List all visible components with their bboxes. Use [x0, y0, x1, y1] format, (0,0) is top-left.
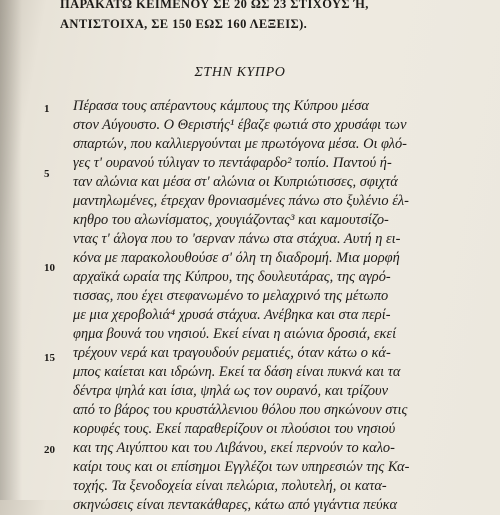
text-line: κηθρο του αλωνίσματος, χουγιάζοντας³ και καμουτσίζο-: [73, 212, 389, 228]
passage-title: ΣΤΗΝ ΚΥΠΡΟ: [194, 65, 286, 80]
text-line: φημα βουνά του νησιού. Εκεί είναι η αιώνια δροσιά, εκεί: [73, 326, 397, 342]
text-line: τισσας, που έχει στεφανωμένο το μελαχρινό της μέτωπο: [73, 288, 389, 304]
line-number: 15: [44, 352, 55, 364]
text-line: ταν αλώνια και μέσα στ' αλώνια οι Κυπριώτισσες, σφιχτά: [73, 174, 398, 190]
text-line: κορυφές τους. Εκεί παραθερίζουν οι πλούσιοι του νησιού: [73, 421, 396, 437]
instruction-line: ΑΝΤΙΣΤΟΙΧΑ, ΣΕ 150 ΕΩΣ 160 ΛΕΞΕΙΣ).: [60, 17, 308, 31]
text-line: μπος καίεται και ιδρώνη. Εκεί τα δάση είναι πυκνά και τα: [73, 364, 401, 380]
text-line: γες τ' ουρανού τύλιγαν το πεντάφαρδο² τοπίο. Παντού ή-: [73, 155, 392, 171]
text-line: τρέχουν νερά και τραγουδούν ρεματιές, όταν κάτω ο κά-: [73, 345, 391, 361]
text-line: ντας τ' άλογα που το 'σερναν πάνω στα στάχυα. Αυτή η ει-: [73, 231, 401, 247]
text-line: αρχαϊκά ωραία της Κύπρου, της δουλευτάρας, της αγρό-: [73, 269, 391, 285]
text-line: Πέρασα τους απέραντους κάμπους της Κύπρου μέσα: [73, 98, 369, 114]
text-line: με μια χεροβολιά⁴ χρυσά στάχυα. Ανέβηκα και στα περί-: [73, 307, 391, 323]
text-line: δέντρα ψηλά και ίσια, ψηλά ως τον ουρανό, και τρίζουν: [73, 383, 389, 399]
line-number: 5: [44, 168, 50, 180]
instruction-line: ΠΑΡΑΚΑΤΩ ΚΕΙΜΕΝΟΥ ΣΕ 20 ΩΣ 23 ΣΤΙΧΟΥΣ Ή,: [60, 0, 369, 11]
text-line: σπαρτών, που καλλιεργούνται με πρωτόγονα μέσα. Οι φλό-: [73, 136, 407, 152]
text-line: τοχής. Τα ξενοδοχεία είναι πελώρια, πολυτελή, οι κατα-: [73, 478, 387, 494]
text-line: κόνα με παρακολουθούσε σ' όλη τη διαδρομή. Μια μορφή: [73, 250, 400, 266]
line-number: 20: [44, 444, 55, 456]
passage-title-wrap: [0, 65, 500, 81]
text-line: από το βάρος του κρυστάλλενιου θόλου που σηκώνουν στις: [73, 402, 408, 418]
line-number: 1: [44, 103, 50, 115]
text-line: και της Αιγύπτου και του Λιβάνου, εκεί περνούν το καλο-: [73, 440, 395, 456]
text-line: στον Αύγουστο. Ο Θεριστής¹ έβαζε φωτιά στο χρυσάφι των: [73, 117, 407, 133]
text-line: καίρι τους και οι επίσημοι Εγγλέζοι των υπηρεσιών της Κα-: [73, 459, 410, 475]
line-number: 10: [44, 262, 55, 274]
text-line: μαντηλωμένες, έτρεχαν θρονιασμένες πάνω στο ξυλένιο έλ-: [73, 193, 409, 209]
text-line: σκηνώσεις είναι πεντακάθαρες, κάτω από γιγάντια πεύκα: [73, 497, 398, 513]
